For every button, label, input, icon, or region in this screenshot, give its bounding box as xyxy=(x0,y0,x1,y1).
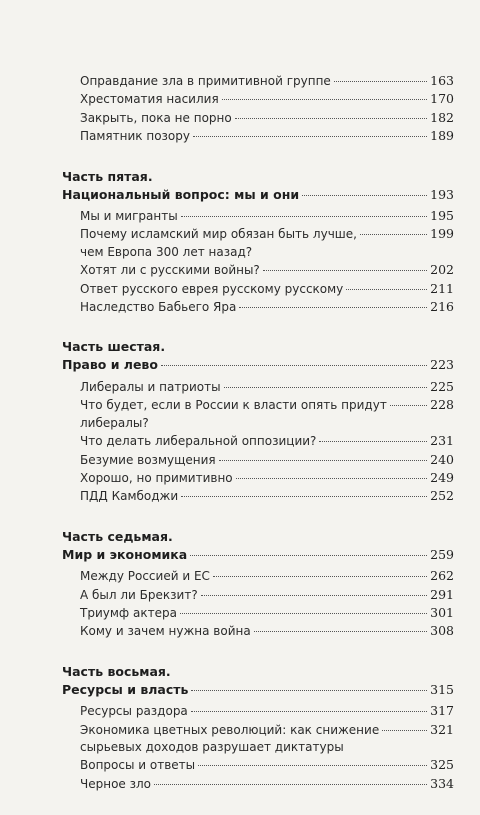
page-number: 291 xyxy=(430,586,454,602)
entry-title xyxy=(80,757,195,774)
entry-title xyxy=(80,452,216,469)
entry-title xyxy=(62,546,187,563)
entry-title-line: Вопросы и ответы xyxy=(80,758,196,773)
page-number: 262 xyxy=(430,568,454,584)
entry-title xyxy=(80,281,343,298)
dot-leader xyxy=(224,387,428,388)
part-section xyxy=(62,663,454,793)
toc-entry xyxy=(62,90,454,108)
toc-entry xyxy=(62,775,454,793)
dot-leader xyxy=(382,730,427,731)
page-number: 189 xyxy=(430,128,454,144)
dot-leader xyxy=(222,99,427,100)
entry-title-line: Памятник позору xyxy=(80,129,190,144)
part-heading-row xyxy=(62,546,454,563)
entry-title xyxy=(80,722,379,757)
entry-title-line: Право и лево xyxy=(62,357,158,373)
page-number: 315 xyxy=(430,681,454,697)
toc-entry xyxy=(62,225,454,261)
dot-leader xyxy=(319,441,427,442)
page-number: 231 xyxy=(430,433,454,449)
entry-title-line: Национальный вопрос: мы и они xyxy=(62,186,300,202)
entry-title xyxy=(80,470,233,487)
dot-leader xyxy=(390,405,427,406)
toc-entry xyxy=(62,280,454,298)
toc-entry xyxy=(62,72,454,90)
part-section xyxy=(62,168,454,317)
toc-entry xyxy=(62,622,454,640)
dot-leader xyxy=(198,765,427,766)
toc-entry xyxy=(62,451,454,469)
entry-title xyxy=(62,681,188,698)
page-number: 301 xyxy=(430,604,454,620)
page-number: 202 xyxy=(430,262,454,278)
entry-title xyxy=(80,623,251,640)
page-number: 199 xyxy=(430,226,454,242)
toc-entry xyxy=(62,756,454,774)
dot-leader xyxy=(346,289,427,290)
toc-entry xyxy=(62,702,454,720)
page-number: 228 xyxy=(430,397,454,413)
dot-leader xyxy=(360,234,427,235)
entry-title-line: Мир и экономика xyxy=(62,546,188,562)
entry-title-line: чем Европа 300 лет назад? xyxy=(80,244,253,259)
toc-entry xyxy=(62,207,454,225)
page-number: 216 xyxy=(430,299,454,315)
entry-title-line: либералы? xyxy=(80,415,149,430)
entry-title-line: Либералы и патриоты xyxy=(80,379,221,394)
part-label: Часть пятая. xyxy=(62,168,153,184)
parts-list xyxy=(62,168,454,794)
dot-leader xyxy=(334,81,427,82)
part-heading-row xyxy=(62,186,454,203)
dot-leader xyxy=(254,631,427,632)
entry-title xyxy=(62,356,158,373)
part-label: Часть восьмая. xyxy=(62,663,171,679)
intro-items xyxy=(62,72,454,146)
page-number: 308 xyxy=(430,623,454,639)
entry-title xyxy=(62,186,299,203)
toc-entry xyxy=(62,469,454,487)
entry-title-line: А был ли Брекзит? xyxy=(80,587,198,602)
entry-title xyxy=(80,488,178,505)
entry-title xyxy=(80,703,188,720)
dot-leader xyxy=(193,136,427,137)
dot-leader xyxy=(302,195,427,196)
entry-title-line: Хрестоматия насилия xyxy=(80,92,219,107)
entry-title xyxy=(80,397,387,432)
page-number: 193 xyxy=(430,186,454,202)
toc-entry xyxy=(62,127,454,145)
entry-title-line: Что будет, если в России к власти опять придут xyxy=(80,398,387,413)
page-number: 211 xyxy=(430,280,454,296)
dot-leader xyxy=(263,270,427,271)
dot-leader xyxy=(190,555,427,556)
entry-title xyxy=(80,568,210,585)
part-label: Часть шестая. xyxy=(62,339,166,355)
entry-title-line: Хорошо, но примитивно xyxy=(80,470,233,485)
toc-entry xyxy=(62,261,454,279)
entry-title-line: Что делать либеральной оппозиции? xyxy=(80,434,317,449)
entry-title-line: Между Россией и ЕС xyxy=(80,569,210,584)
dot-leader xyxy=(201,595,427,596)
entry-title-line: сырьевых доходов разрушает диктатуры xyxy=(80,739,344,754)
entry-title xyxy=(80,299,236,316)
toc-entry xyxy=(62,396,454,432)
dot-leader xyxy=(219,460,427,461)
entry-title-line: Ресурсы и власть xyxy=(62,681,189,697)
page-number: 240 xyxy=(430,451,454,467)
entry-title-line: Безумие возмущения xyxy=(80,452,216,467)
dot-leader xyxy=(191,711,427,712)
dot-leader xyxy=(180,613,427,614)
entry-title xyxy=(80,110,232,127)
toc-entry xyxy=(62,298,454,316)
part-heading-row xyxy=(62,356,454,373)
page-number: 225 xyxy=(430,378,454,394)
part-heading-row xyxy=(62,681,454,698)
toc-entry xyxy=(62,567,454,585)
entry-title-line: Ресурсы раздора xyxy=(80,704,188,719)
dot-leader xyxy=(161,365,427,366)
entry-title xyxy=(80,73,331,90)
dot-leader xyxy=(235,118,427,119)
page-number: 317 xyxy=(430,703,454,719)
entry-title-line: Черное зло xyxy=(80,776,152,791)
page-number: 182 xyxy=(430,109,454,125)
page-number: 195 xyxy=(430,208,454,224)
entry-title xyxy=(80,587,198,604)
entry-title-line: Хотят ли с русскими войны? xyxy=(80,263,260,278)
dot-leader xyxy=(239,307,427,308)
page-number: 223 xyxy=(430,357,454,373)
toc-entry xyxy=(62,604,454,622)
toc-entry xyxy=(62,109,454,127)
entry-title xyxy=(80,776,151,793)
entry-title xyxy=(80,226,357,261)
toc-entry xyxy=(62,721,454,757)
page-number: 325 xyxy=(430,757,454,773)
table-of-contents xyxy=(62,72,454,815)
page-number: 163 xyxy=(430,73,454,88)
entry-title xyxy=(80,605,177,622)
entry-title-line: Оправдание зла в примитивной группе xyxy=(80,74,331,88)
entry-title xyxy=(80,208,178,225)
part-label: Часть седьмая. xyxy=(62,528,173,544)
dot-leader xyxy=(191,690,427,691)
page-number: 334 xyxy=(430,775,454,791)
page-number: 259 xyxy=(430,546,454,562)
entry-title-line: Закрыть, пока не порно xyxy=(80,110,232,125)
entry-title-line: Мы и мигранты xyxy=(80,209,178,224)
entry-title xyxy=(80,91,219,108)
toc-entry xyxy=(62,586,454,604)
dot-leader xyxy=(181,496,427,497)
dot-leader xyxy=(181,216,427,217)
part-section xyxy=(62,338,454,505)
page-number: 249 xyxy=(430,469,454,485)
page-number: 321 xyxy=(430,721,454,737)
dot-leader xyxy=(236,478,428,479)
dot-leader xyxy=(154,784,427,785)
part-section xyxy=(62,528,454,641)
entry-title-line: Кому и зачем нужна война xyxy=(80,624,251,639)
entry-title-line: ПДД Камбоджи xyxy=(80,489,179,504)
entry-title xyxy=(80,379,221,396)
entry-title xyxy=(80,262,260,279)
toc-entry xyxy=(62,432,454,450)
page-number: 170 xyxy=(430,91,454,107)
page-number: 252 xyxy=(430,488,454,504)
entry-title xyxy=(80,433,316,450)
entry-title-line: Экономика цветных революций: как снижение xyxy=(80,722,380,737)
entry-title-line: Наследство Бабьего Яра xyxy=(80,300,237,315)
entry-title-line: Триумф актера xyxy=(80,605,177,620)
entry-title-line: Почему исламский мир обязан быть лучше, xyxy=(80,227,357,242)
entry-title xyxy=(80,128,190,145)
dot-leader xyxy=(213,576,427,577)
toc-entry xyxy=(62,487,454,505)
toc-entry xyxy=(62,378,454,396)
entry-title-line: Ответ русского еврея русскому русскому xyxy=(80,281,344,296)
